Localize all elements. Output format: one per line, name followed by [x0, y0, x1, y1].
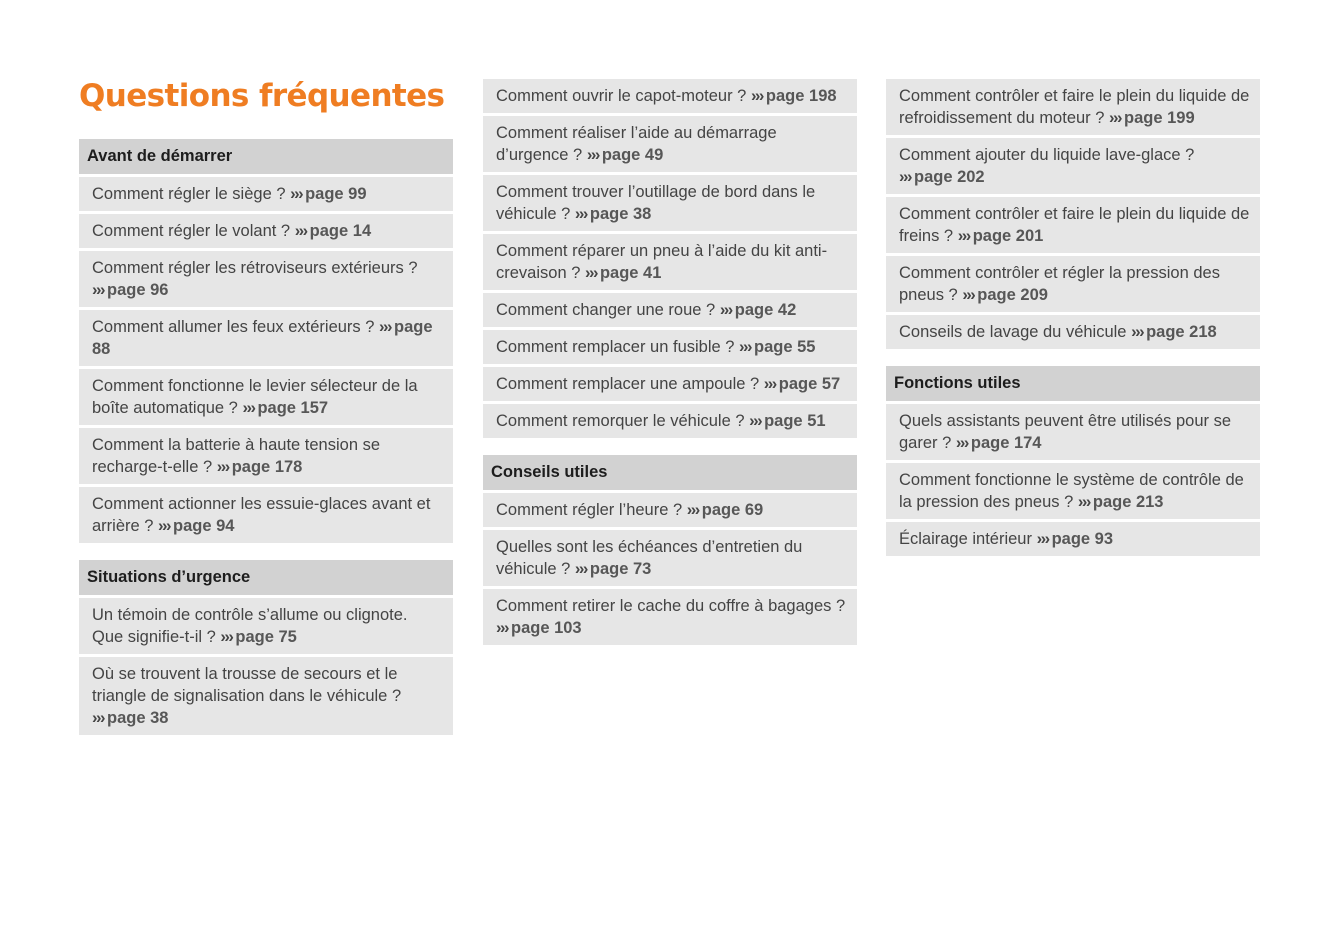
- faq-item: [483, 493, 857, 527]
- reference-arrows-icon: ›››: [574, 560, 587, 578]
- faq-item: [79, 428, 453, 484]
- page-reference-link[interactable]: page 51: [764, 412, 826, 430]
- reference-arrows-icon: ›››: [750, 87, 763, 105]
- page-reference-link[interactable]: page 96: [106, 281, 169, 299]
- faq-question: Comment fonctionne le système de contrôle de la pression des pneus ?: [899, 471, 1244, 511]
- page-reference-link[interactable]: page 213: [1092, 493, 1164, 511]
- section-heading-fonctions: Fonctions utiles: [886, 366, 1260, 401]
- faq-list-urgence: [79, 598, 453, 735]
- faq-question: Comment ouvrir le capot-moteur ?: [496, 87, 751, 105]
- faq-item: [483, 530, 857, 586]
- page-reference-link[interactable]: page 199: [1124, 109, 1195, 127]
- faq-item: [886, 404, 1260, 460]
- page-reference-link[interactable]: page 41: [599, 264, 662, 282]
- faq-list-conseils: [483, 493, 857, 645]
- faq-item: [79, 598, 453, 654]
- faq-item: [79, 214, 453, 248]
- reference-arrows-icon: ›››: [1036, 530, 1049, 548]
- page-reference-link[interactable]: page 157: [257, 399, 329, 417]
- page-title: Questions fréquentes: [79, 78, 445, 114]
- reference-arrows-icon: ›››: [584, 264, 597, 282]
- reference-arrows-icon: ›››: [92, 709, 104, 727]
- faq-question: Où se trouvent la trousse de secours et le triangle de signalisation dans le véhicule ?: [92, 665, 402, 705]
- faq-list-conseils-suite: [886, 79, 1260, 349]
- faq-question: Comment contrôler et faire le plein du liquide de freins ?: [899, 205, 1250, 245]
- column-2: [483, 79, 857, 648]
- page-reference-link[interactable]: page 14: [309, 222, 372, 240]
- reference-arrows-icon: ›››: [1077, 493, 1090, 511]
- reference-arrows-icon: ›››: [379, 318, 392, 336]
- page-reference-link[interactable]: page 201: [972, 227, 1044, 245]
- page-reference-link[interactable]: page 55: [754, 338, 816, 356]
- page-reference-link[interactable]: page 94: [173, 517, 235, 535]
- page-reference-link[interactable]: page 174: [970, 434, 1042, 452]
- faq-item: [886, 79, 1260, 135]
- reference-arrows-icon: ›››: [1109, 109, 1121, 127]
- page-reference-link[interactable]: page 93: [1051, 530, 1114, 548]
- faq-question: Comment la batterie à haute tension se recharge-t-elle ?: [92, 436, 381, 476]
- reference-arrows-icon: ›››: [496, 619, 508, 637]
- reference-arrows-icon: ›››: [586, 146, 599, 164]
- faq-question: Comment contrôler et régler la pression des pneus ?: [899, 264, 1220, 304]
- reference-arrows-icon: ›››: [955, 434, 968, 452]
- page-reference-link[interactable]: page 209: [977, 286, 1048, 304]
- reference-arrows-icon: ›››: [763, 375, 776, 393]
- faq-item: [483, 234, 857, 290]
- reference-arrows-icon: ›››: [92, 281, 104, 299]
- reference-arrows-icon: ›››: [1131, 323, 1144, 341]
- faq-question: Comment ajouter du liquide lave-glace ?: [899, 146, 1195, 164]
- faq-item: [483, 175, 857, 231]
- page-reference-link[interactable]: page 69: [701, 501, 764, 519]
- faq-question: Comment remplacer un fusible ?: [496, 338, 740, 356]
- reference-arrows-icon: ›››: [294, 222, 307, 240]
- reference-arrows-icon: ›››: [719, 301, 732, 319]
- faq-question: Comment remorquer le véhicule ?: [496, 412, 750, 430]
- reference-arrows-icon: ›››: [686, 501, 699, 519]
- faq-item: [79, 369, 453, 425]
- section-heading-avant: Avant de démarrer: [79, 139, 453, 174]
- faq-question: Comment trouver l’outillage de bord dans le véhicule ?: [496, 183, 816, 223]
- faq-item: [483, 589, 857, 645]
- reference-arrows-icon: ›››: [242, 399, 255, 417]
- page-reference-link[interactable]: page 218: [1146, 323, 1217, 341]
- page-reference-link[interactable]: page 57: [778, 375, 841, 393]
- section-heading-conseils: Conseils utiles: [483, 455, 857, 490]
- faq-question: Comment retirer le cache du coffre à bagages ?: [496, 597, 846, 615]
- faq-item: [79, 177, 453, 211]
- reference-arrows-icon: ›››: [216, 458, 229, 476]
- page-reference-link[interactable]: page 38: [589, 205, 652, 223]
- faq-item: [483, 293, 857, 327]
- faq-question: Comment régler le volant ?: [92, 222, 295, 240]
- faq-list-urgence-suite: [483, 79, 857, 438]
- faq-item: [886, 197, 1260, 253]
- reference-arrows-icon: ›››: [574, 205, 587, 223]
- reference-arrows-icon: ›››: [739, 338, 752, 356]
- page-reference-link[interactable]: page 75: [235, 628, 297, 646]
- reference-arrows-icon: ›››: [749, 412, 762, 430]
- faq-question: Comment changer une roue ?: [496, 301, 720, 319]
- faq-question: Comment régler les rétroviseurs extérieurs ?: [92, 259, 418, 277]
- faq-question: Comment régler l’heure ?: [496, 501, 687, 519]
- faq-question: Conseils de lavage du véhicule: [899, 323, 1132, 341]
- faq-item: [483, 367, 857, 401]
- section-heading-urgence: Situations d’urgence: [79, 560, 453, 595]
- faq-item: [483, 116, 857, 172]
- page-reference-link[interactable]: page 178: [231, 458, 303, 476]
- faq-question: Quelles sont les échéances d’entretien du véhicule ?: [496, 538, 803, 578]
- faq-item: [886, 463, 1260, 519]
- faq-question: Comment remplacer une ampoule ?: [496, 375, 764, 393]
- faq-item: [79, 310, 453, 366]
- reference-arrows-icon: ›››: [158, 517, 171, 535]
- faq-item: [79, 657, 453, 735]
- column-1: [79, 139, 453, 738]
- reference-arrows-icon: ›››: [962, 286, 975, 304]
- faq-question: Comment réaliser l’aide au démarrage d’urgence ?: [496, 124, 777, 164]
- faq-item: [483, 79, 857, 113]
- faq-question: Comment fonctionne le levier sélecteur de la boîte automatique ?: [92, 377, 418, 417]
- faq-question: Quels assistants peuvent être utilisés pour se garer ?: [899, 412, 1232, 452]
- faq-question: Comment actionner les essuie-glaces avant et arrière ?: [92, 495, 431, 535]
- page-reference-link[interactable]: page 42: [734, 301, 797, 319]
- reference-arrows-icon: ›››: [290, 185, 303, 203]
- reference-arrows-icon: ›››: [899, 168, 911, 186]
- page-reference-link[interactable]: page 103: [510, 619, 582, 637]
- faq-item: [886, 138, 1260, 194]
- page-reference-link[interactable]: page 49: [601, 146, 664, 164]
- page-reference-link[interactable]: page 99: [305, 185, 367, 203]
- page-reference-link[interactable]: page 73: [589, 560, 652, 578]
- faq-question: Éclairage intérieur: [899, 530, 1037, 548]
- faq-question: Un témoin de contrôle s’allume ou clignote. Que signifie-t-il ?: [92, 606, 408, 646]
- faq-question: Comment allumer les feux extérieurs ?: [92, 318, 380, 336]
- faq-item: [79, 251, 453, 307]
- page-reference-link[interactable]: page 202: [913, 168, 985, 186]
- faq-question: Comment réparer un pneu à l’aide du kit anti-crevaison ?: [496, 242, 828, 282]
- reference-arrows-icon: ›››: [957, 227, 970, 245]
- faq-list-fonctions: [886, 404, 1260, 556]
- faq-item: [886, 522, 1260, 556]
- faq-item: [886, 315, 1260, 349]
- faq-item: [886, 256, 1260, 312]
- page-reference-link[interactable]: page 88: [92, 318, 433, 358]
- faq-question: Comment contrôler et faire le plein du liquide de refroidissement du moteur ?: [899, 87, 1250, 127]
- faq-item: [483, 330, 857, 364]
- faq-list-avant: [79, 177, 453, 543]
- page-reference-link[interactable]: page 38: [106, 709, 169, 727]
- reference-arrows-icon: ›››: [220, 628, 233, 646]
- page-reference-link[interactable]: page 198: [765, 87, 837, 105]
- column-3: [886, 79, 1260, 559]
- faq-item: [79, 487, 453, 543]
- faq-question: Comment régler le siège ?: [92, 185, 291, 203]
- faq-item: [483, 404, 857, 438]
